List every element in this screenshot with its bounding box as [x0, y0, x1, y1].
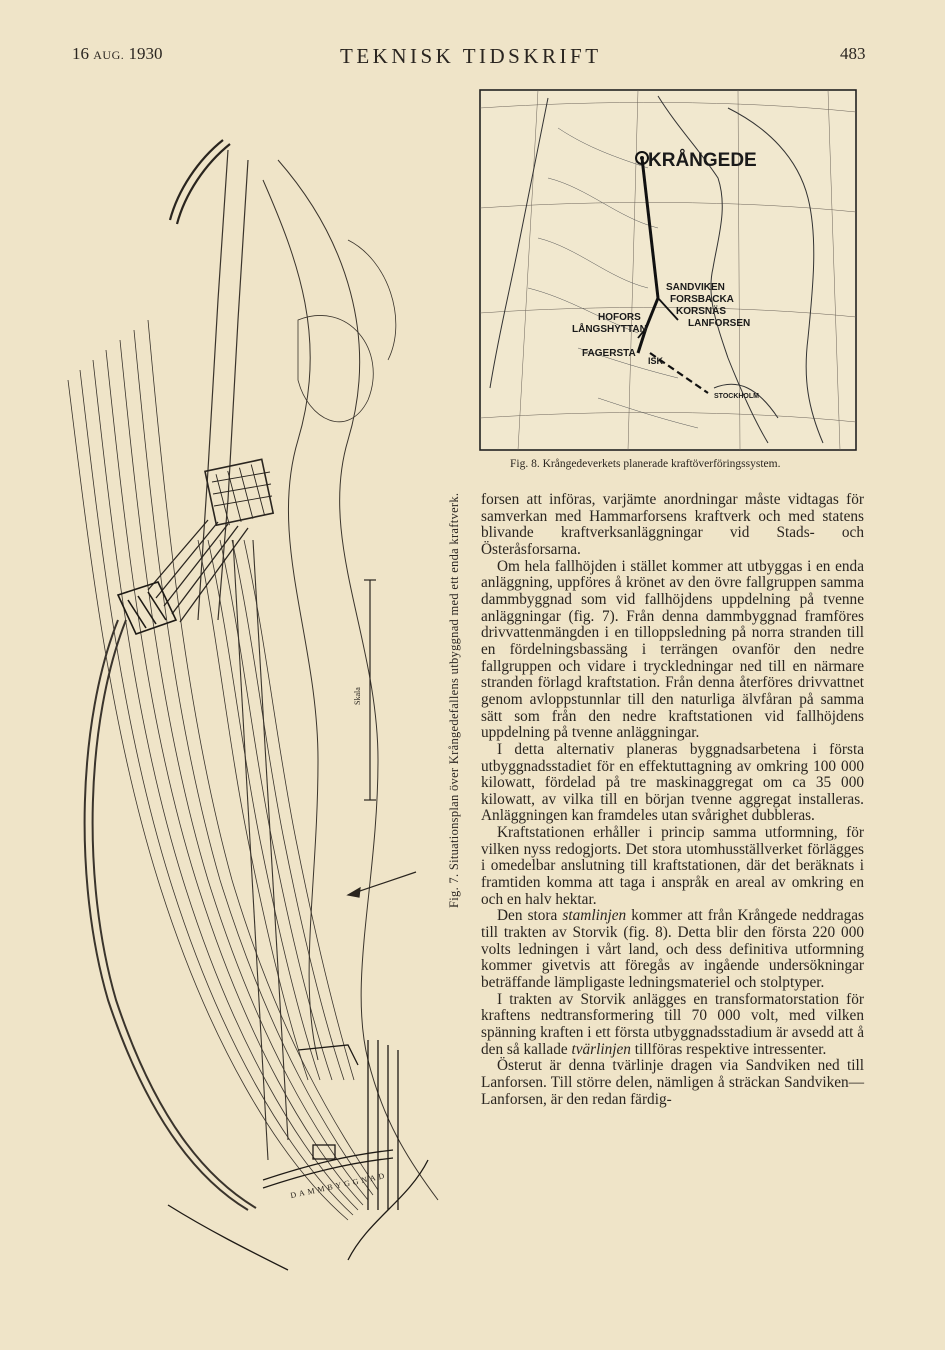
label-lanforsen: LANFORSEN — [688, 318, 751, 329]
label-stockholm: STOCKHOLM — [714, 393, 759, 400]
label-forsbacka: FORSBACKA — [670, 294, 734, 305]
paragraph: I detta alternativ planeras byggnadsarbetena i första utbyggnadsstadiet för en effektuttagning av omkring 100 000 kilowatt, fördelad på tre maskinaggregat om ca 35 000 kilowatt, av vilka till en början tvenne aggregat installeras. Anläggningen kan framdeles utan svårighet dubbleras. — [481, 740, 864, 825]
paragraph: Kraftstationen erhåller i princip samma utformning, för vilken nyss redogjorts. Det stora utomhusställverket förlägges i omedelbar anslutning till kraftstationen, där det beräknats i framtiden komma att taga i anspråk en areal av omkring en och en halv hektar. — [481, 824, 864, 908]
label-korsnas: KORSNÄS — [676, 306, 727, 317]
page-number: 483 — [840, 44, 866, 63]
figure8-caption: Fig. 8. Krångedeverkets planerade kraftöverföringssystem. — [510, 458, 781, 470]
label-isk: ISK — [648, 356, 664, 366]
text-run: Den stora — [497, 907, 563, 925]
dam-label: DAMMBYGGNAD — [289, 1170, 388, 1201]
date-month: AUG. — [93, 48, 125, 62]
label-hofors: HOFORS — [598, 312, 641, 323]
transmission-map-figure — [478, 88, 858, 454]
site-plan-figure — [48, 120, 458, 1300]
transmission-map — [478, 88, 858, 454]
figure7-caption: Fig. 7. Situationsplan över Krångedefallens utbyggnad med ett enda kraftverk. — [447, 492, 461, 908]
paragraph: forsen att införas, varjämte anordningar måste vidtagas för samverkan med Hammarforsens kraftverk och med statens blivande kraftverksanläggningar vid Stads- och Österåsforsarna. — [481, 491, 864, 558]
site-plan-drawing — [48, 120, 458, 1300]
journal-title: TEKNISK TIDSKRIFT — [340, 44, 602, 68]
term-stamlinjen: stamlinjen — [562, 907, 627, 925]
label-sandviken: SANDVIKEN — [666, 282, 725, 293]
paragraph: Österut är denna tvärlinje dragen via Sandviken ned till Lanforsen. Till större delen, nämligen å sträckan Sandviken—Lanforsen, är den redan färdig- — [481, 1057, 864, 1108]
issue-date — [72, 44, 163, 64]
article-body — [481, 492, 864, 1108]
label-langshyttan: LÅNGSHYTTAN — [572, 324, 647, 335]
scale-label: Skala — [353, 687, 362, 705]
text-run: tillföras respektive intressenter. — [630, 1040, 827, 1058]
date-year: 1930 — [128, 44, 163, 63]
date-day: 16 — [72, 44, 89, 63]
text-run: I trakten av Storvik anlägges en transformatorstation för kraftens nedtransformering till 70 000 volt, med vilken spänning kraften i ett första utbyggnadsstadium är avsedd att å den så kallade — [481, 990, 864, 1058]
label-fagersta: FAGERSTA — [582, 348, 636, 359]
text-run: kommer att från Krångede neddragas till trakten av Storvik (fig. 8). Detta blir den första 220 000 volts ledningen i vårt land, och dess definitiva utformning kommer givetvis att föregås av ingående undersökningar beträffande lämpligaste ledningsmateriel och stolptyper. — [481, 907, 864, 992]
paragraph — [481, 992, 864, 1059]
page-header — [0, 44, 945, 74]
label-krangede: KRÅNGEDE — [648, 150, 757, 171]
paragraph — [481, 908, 864, 991]
paragraph: Om hela fallhöjden i stället kommer att utbyggas i en enda anläggning, uppföres å krönet av den övre fallgruppen samma dammbyggnad som vid fallhöjdens uppdelning på tvenne anläggningar (fig. 7). Från denna dammbyggnad framföres drivvattenmängden i en tilloppsledning på norra stranden till en fördelningsbassäng i terrängen ovanför den nedre fallgruppen och vidare i tryckledningar ned till en närmare stranden förlagd kraftstation. Från denna återföres drivvattnet genom avloppstunnlar till den naturliga älvfåran på samma sätt som från den nedre kraftstationen vid fallhöjdens uppdelning på tvenne anläggningar. — [481, 557, 864, 742]
term-tvarlinjen: tvärlinjen — [571, 1040, 631, 1058]
